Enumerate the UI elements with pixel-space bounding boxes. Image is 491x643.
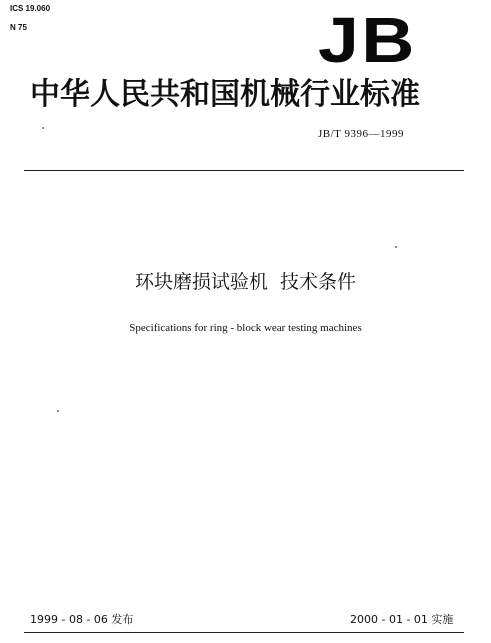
ics-code: ICS 19.060 [10,4,51,13]
standard-title: 中华人民共和国机械行业标准 [30,77,420,112]
top-divider [24,170,464,171]
scan-speck [395,246,397,248]
scan-speck [57,410,59,412]
document-title-en: Specifications for ring - block wear testing machines [129,322,362,334]
standard-code: JB/T 9396—1999 [318,128,404,140]
bottom-divider [24,632,464,633]
implementation-date: 2000 - 01 - 01 实施 [350,613,454,626]
scan-speck [42,127,44,129]
document-title-cn: 环块磨损试验机 技术条件 [134,271,357,293]
jb-logo: JB [318,4,417,76]
ccs-code: N 75 [10,23,27,32]
classification-codes [10,4,50,42]
issue-date: 1999 - 08 - 06 发布 [30,613,134,626]
